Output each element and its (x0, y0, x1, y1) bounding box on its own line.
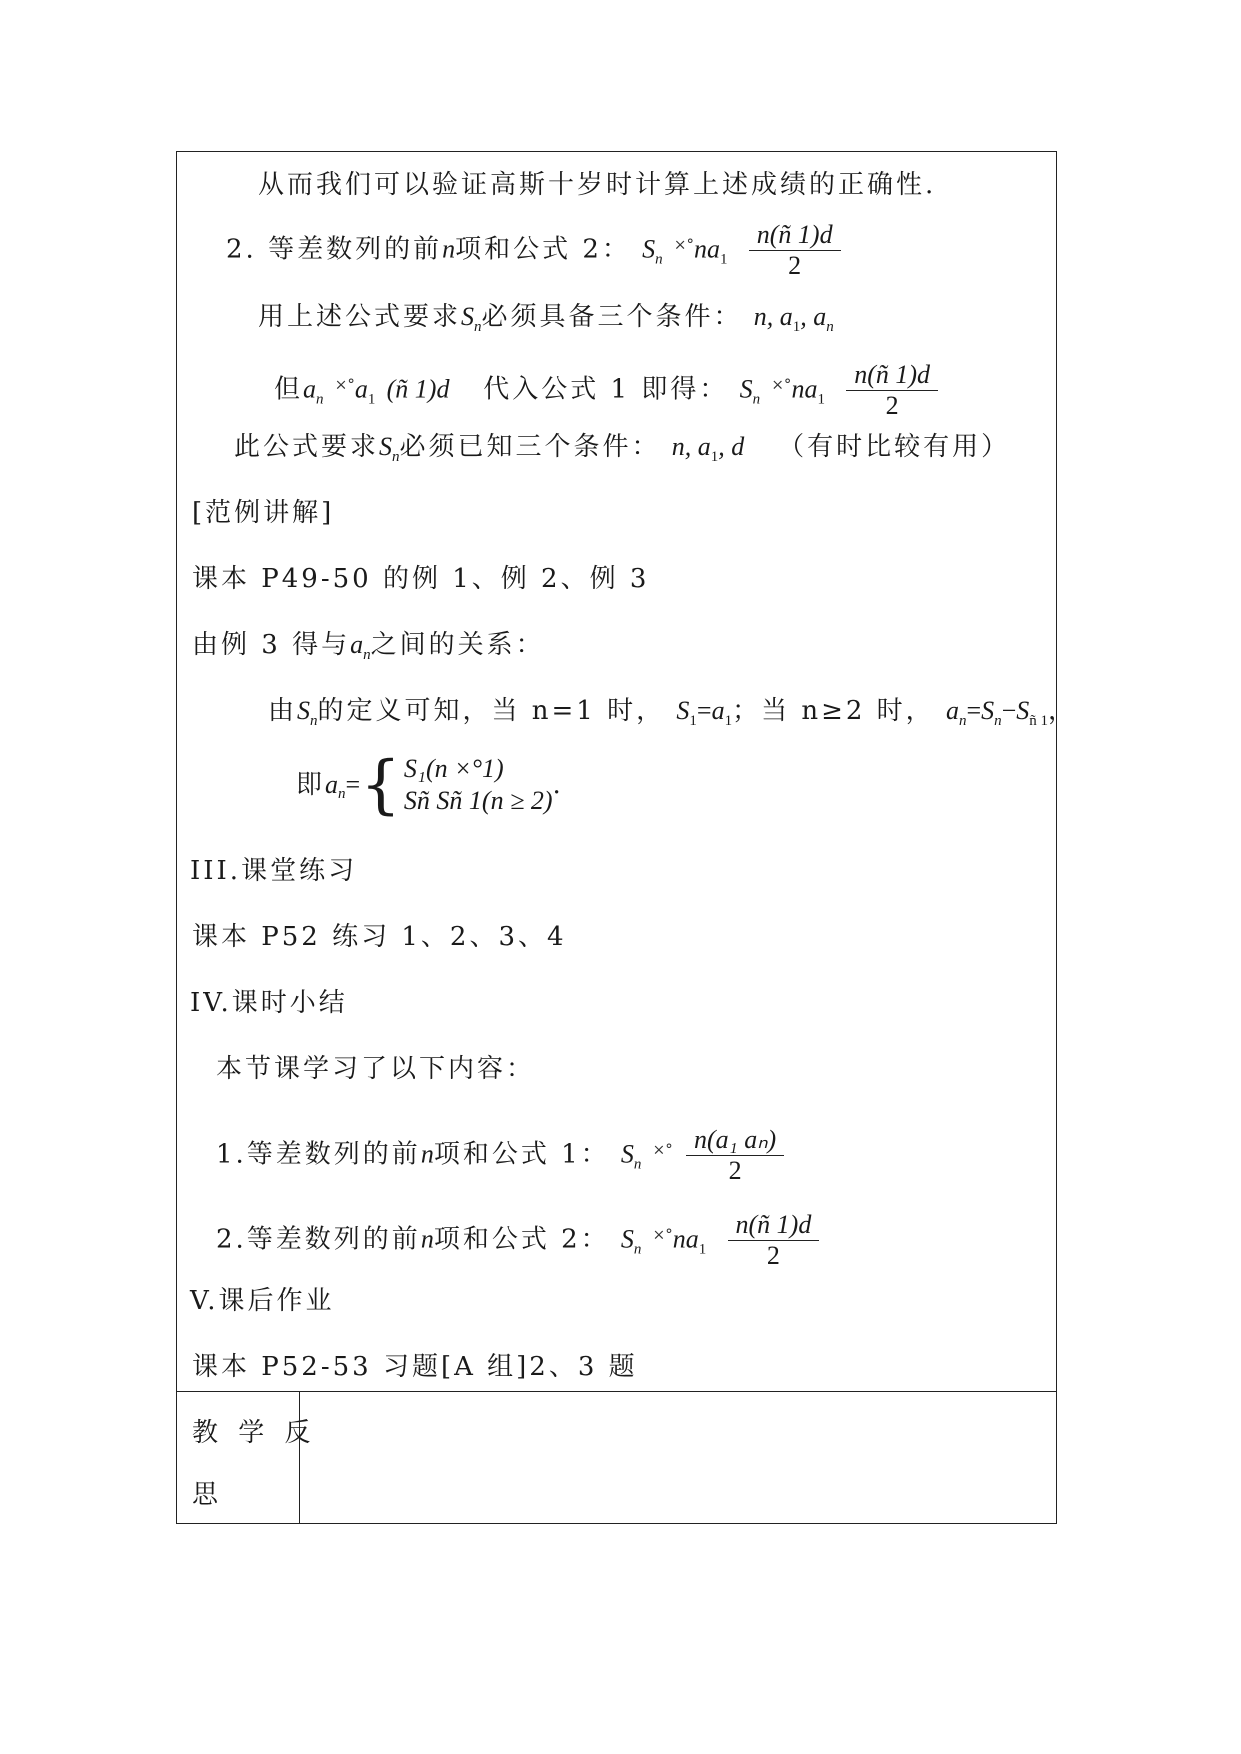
useful-line: 此公式要求$S_n$必须已知三个条件： n, $a_1$, d （有时比较有用） (234, 432, 1011, 465)
fraction: $\frac{n(ñ 1)d}{2}$ (728, 1210, 820, 1271)
line-1-text: 从而我们可以验证高斯十岁时计算上述成绩的正确性. (258, 170, 937, 200)
piecewise-formula: 即$a_n=${ S₁(n ×°1) Sñ Sñ 1(n ≥ 2) . (296, 748, 564, 822)
definition-line: 由$S_n$的定义可知，当 n=1 时， $S_1=a_1$；当 n≥2 时， $a_n=S_n-S_{ñ 1}$， (268, 696, 1078, 729)
practice-reference: 课本 P52 练习 1、2、3、4 (192, 922, 567, 952)
table-row-divider (177, 1391, 1056, 1392)
fraction: $\frac{n(ñ 1)d}{2}$ (846, 360, 938, 421)
reflection-label-continued: 思 (192, 1480, 222, 1510)
examples-reference: 课本 P49-50 的例 1、例 2、例 3 (192, 564, 650, 594)
reflection-label: 教 学 反 (192, 1418, 317, 1448)
conditions-line: 用上述公式要求$S_n$必须具备三个条件： n, $a_1$, $a_n$ (258, 302, 834, 335)
brace-icon: { (360, 748, 404, 822)
fraction: $\frac{n(ñ 1)d}{2}$ (749, 220, 841, 281)
piecewise-cases: S₁(n ×°1) Sñ Sñ 1(n ≥ 2) (403, 754, 553, 815)
homework-reference: 课本 P52-53 习题[A 组]2、3 题 (192, 1352, 638, 1382)
summary-intro: 本节课学习了以下内容： (216, 1054, 536, 1084)
section-examples-heading: [范例讲解] (192, 498, 335, 528)
section-summary-heading: IV.课时小结 (190, 988, 348, 1018)
section-practice-heading: III.课堂练习 (190, 856, 358, 886)
lesson-table (176, 151, 1057, 1524)
relation-intro: 由例 3 得与$a_n$之间的关系： (192, 630, 545, 663)
table-column-divider (299, 1391, 300, 1523)
formula-2-line: 2. 等差数列的前n项和公式 2： $S_n$ $^{\times^\circ}na_1$ $\frac{n(ñ 1)d}{2}$ (226, 220, 841, 281)
text-line-1 (258, 168, 936, 202)
section-homework-heading: V.课后作业 (190, 1286, 335, 1316)
summary-formula-1: 1.等差数列的前n项和公式 1： $S_n$ ×° $\frac{\text{n(a₁ aₙ)}}{2}$ (216, 1125, 784, 1186)
fraction: $\frac{\text{n(a₁ aₙ)}}{2}$ (686, 1125, 784, 1186)
summary-formula-2: 2.等差数列的前n项和公式 2： $S_n$ $^{\times^\circ}na_1$ $\frac{n(ñ 1)d}{2}$ (216, 1210, 819, 1271)
substitution-line: 但$a_n$ $^{\times^\circ}a_1$ (ñ 1)d 代入公式 1 即得： $S_n$ $^{\times^\circ}na_1$ $\frac{n(ñ 1)d}{2}$ (274, 360, 938, 421)
